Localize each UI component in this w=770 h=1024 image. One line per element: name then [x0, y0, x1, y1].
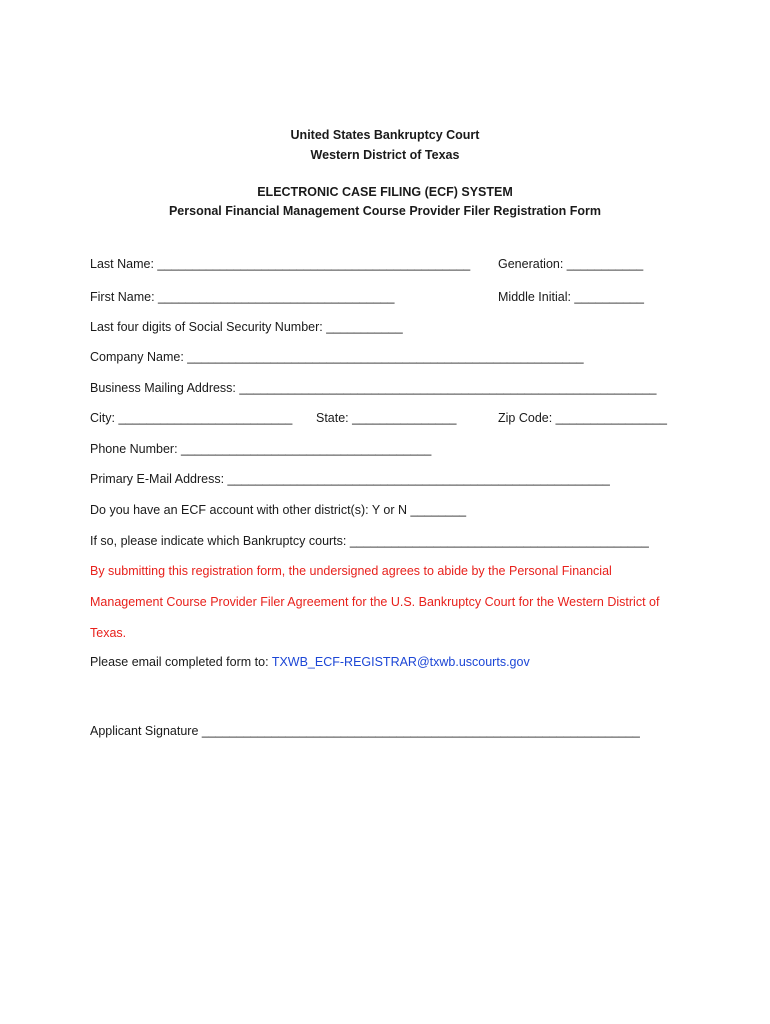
- company-name-field[interactable]: Company Name: _________________________________________________________: [90, 350, 584, 364]
- email-address-field[interactable]: Primary E-Mail Address: _______________________________________________________: [90, 472, 610, 486]
- mailing-address-field[interactable]: Business Mailing Address: ____________________________________________________________: [90, 381, 657, 395]
- submit-instructions: [90, 655, 530, 669]
- ssn-field[interactable]: Last four digits of Social Security Number: ___________: [90, 320, 403, 334]
- zip-code-field[interactable]: Zip Code: ________________: [498, 411, 667, 425]
- city-field[interactable]: City: _________________________: [90, 411, 293, 425]
- registrar-email-link[interactable]: TXWB_ECF-REGISTRAR@txwb.uscourts.gov: [271, 655, 530, 669]
- district-name: Western District of Texas: [310, 148, 460, 162]
- ecf-account-question[interactable]: Do you have an ECF account with other district(s): Y or N ________: [90, 503, 467, 517]
- generation-field[interactable]: Generation: ___________: [498, 257, 644, 271]
- submit-prefix: Please email completed form to:: [90, 655, 272, 669]
- middle-initial-field[interactable]: Middle Initial: __________: [498, 290, 644, 304]
- state-field[interactable]: State: _______________: [316, 411, 457, 425]
- applicant-signature-field[interactable]: Applicant Signature _______________________________________________________________: [90, 724, 640, 738]
- form-title: Personal Financial Management Course Provider Filer Registration Form: [168, 204, 602, 218]
- bankruptcy-courts-field[interactable]: If so, please indicate which Bankruptcy courts: ___________________________________________: [90, 534, 649, 548]
- agreement-notice-line-1: By submitting this registration form, the undersigned agrees to abide by the Personal Financial: [90, 564, 612, 578]
- system-title: ELECTRONIC CASE FILING (ECF) SYSTEM: [257, 185, 513, 199]
- phone-number-field[interactable]: Phone Number: ____________________________________: [90, 442, 432, 456]
- agreement-notice-line-3: Texas.: [90, 626, 127, 640]
- first-name-field[interactable]: First Name: __________________________________: [90, 290, 395, 304]
- last-name-field[interactable]: Last Name: _____________________________________________: [90, 257, 471, 271]
- agreement-notice-line-2: Management Course Provider Filer Agreement for the U.S. Bankruptcy Court for the Western District of: [90, 595, 660, 609]
- court-name: United States Bankruptcy Court: [290, 128, 480, 142]
